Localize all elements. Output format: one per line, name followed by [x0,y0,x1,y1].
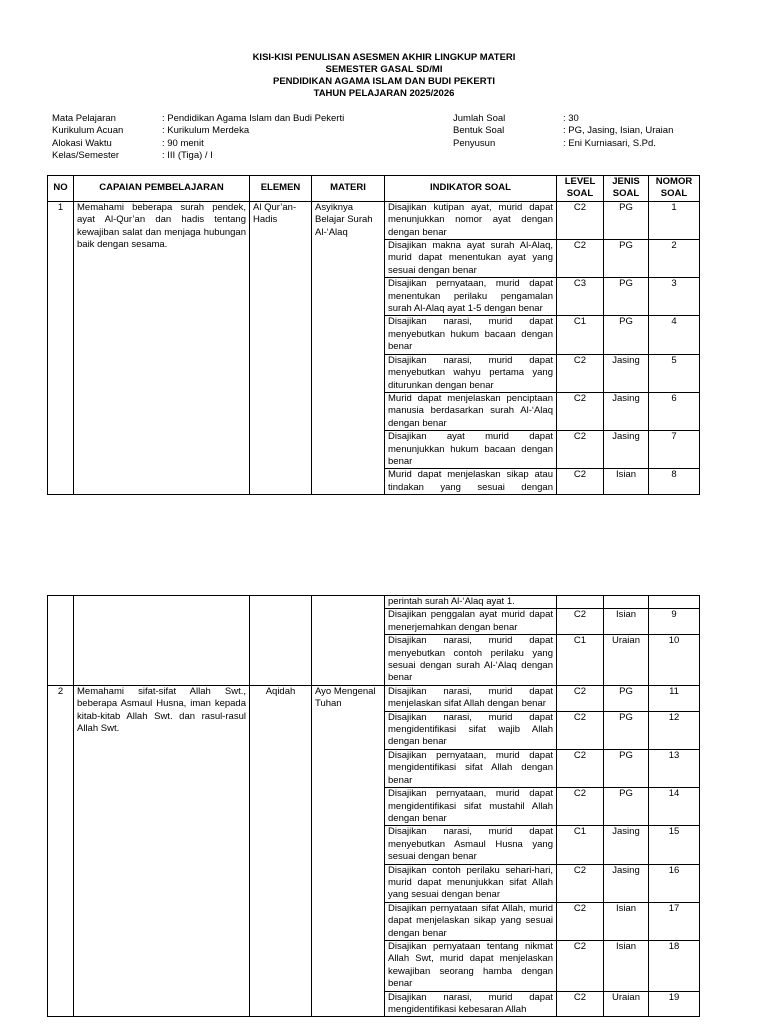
level-cell: C1 [557,316,604,354]
meta-key: Mata Pelajaran [52,113,116,124]
indikator-cell: Disajikan pernyataan sifat Allah, murid dapat menjelaskan sikap yang sesuai dengan benar [385,902,557,940]
level-cell: C2 [557,240,604,278]
jenis-cell: PG [604,788,649,826]
capaian-cell: Memahami sifat-sifat Allah Swt., beberapa Asmaul Husna, iman kepada kitab-kitab Allah Swt. dan rasul-rasul Allah Swt. [74,685,250,1017]
nomor-cell: 5 [649,354,700,392]
nomor-cell: 14 [649,788,700,826]
meta-value: : Pendidikan Agama Islam dan Budi Pekerti [162,113,345,124]
meta-row [52,113,344,125]
meta-row [453,125,673,137]
jenis-cell: PG [604,749,649,787]
level-cell: C2 [557,685,604,711]
meta-key: Kurikulum Acuan [52,125,124,137]
col-header-elemen: ELEMEN [250,176,312,202]
indikator-cell: Murid dapat menjelaskan sikap atau tindakan yang sesuai dengan [385,469,557,495]
capaian-cell: Memahami beberapa surah pendek, ayat Al-Qur’an dan hadis tentang kewajiban salat dan menjaga hubungan baik dengan sesama. [74,201,250,494]
jenis-cell: Jasing [604,354,649,392]
level-cell: C2 [557,940,604,991]
nomor-cell: 9 [649,609,700,635]
jenis-cell: Jasing [604,431,649,469]
level-cell: C1 [557,635,604,686]
col-header-capaian: CAPAIAN PEMBELAJARAN [74,176,250,202]
indikator-cell: Disajikan pernyataan, murid dapat mengidentifikasi sifat mustahil Allah dengan benar [385,788,557,826]
indikator-cell: Disajikan kutipan ayat, murid dapat menunjukkan nomor ayat dengan dengan benar [385,201,557,239]
jenis-cell: PG [604,201,649,239]
jenis-cell: Isian [604,609,649,635]
elemen-cell: Aqidah [250,685,312,1017]
nomor-cell: 19 [649,991,700,1017]
empty-cell [312,596,385,686]
meta-key: Jumlah Soal [453,113,506,124]
nomor-cell: 16 [649,864,700,902]
materi-cell: Asyiknya Belajar Surah Al-‘Alaq [312,201,385,494]
meta-value: : III (Tiga) / I [162,149,213,161]
jenis-cell: PG [604,685,649,711]
level-cell: C2 [557,609,604,635]
table-header-row [48,176,700,202]
table-row [48,201,700,239]
meta-row [52,150,344,162]
level-cell: C2 [557,788,604,826]
nomor-cell: 10 [649,635,700,686]
empty-cell [74,596,250,686]
kisi-kisi-table-page-2 [47,595,700,1017]
title-line-4: TAHUN PELAJARAN 2025/2026 [313,88,455,99]
meta-value: : 30 [563,113,579,124]
indikator-cell: Disajikan pernyataan, murid dapat mengidentifikasi sifat Allah dengan benar [385,749,557,787]
indikator-cell: Disajikan narasi, murid dapat mengidentifikasi kebesaran Allah [385,991,557,1017]
indikator-cell: Disajikan narasi, murid dapat menyebutkan contoh perilaku yang sesuai dengan surah Al-‘Alaq dengan benar [385,635,557,686]
kisi-kisi-table-page-1 [47,175,700,495]
level-cell: C2 [557,711,604,749]
level-cell: C2 [557,749,604,787]
empty-cell [557,596,604,609]
title-line-1: KISI-KISI PENULISAN ASESMEN AKHIR LINGKUP MATERI [252,52,516,63]
nomor-cell: 8 [649,469,700,495]
col-header-materi: MATERI [312,176,385,202]
elemen-cell: Al Qur’an-Hadis [250,201,312,494]
indikator-cell: Murid dapat menjelaskan penciptaan manusia berdasarkan surah Al-‘Alaq dengan benar [385,392,557,430]
meta-key: Alokasi Waktu [52,137,112,149]
level-cell: C2 [557,902,604,940]
title-line-3: PENDIDIKAN AGAMA ISLAM DAN BUDI PEKERTI [272,76,496,87]
level-cell: C2 [557,431,604,469]
meta-key: Kelas/Semester [52,149,120,161]
nomor-cell: 12 [649,711,700,749]
jenis-cell: PG [604,711,649,749]
meta-key: Bentuk Soal [453,125,505,137]
nomor-cell: 4 [649,316,700,354]
meta-left [52,113,344,162]
meta-value: : Eni Kurniasari, S.Pd. [563,137,656,149]
nomor-cell: 13 [649,749,700,787]
meta-row [52,125,344,137]
meta-row [453,138,673,150]
table-row [48,685,700,711]
meta-key: Penyusun [453,137,496,149]
indikator-cell: Disajikan penggalan ayat murid dapat menerjemahkan dengan benar [385,609,557,635]
document-title [0,52,768,100]
col-header-level: LEVEL SOAL [557,176,604,202]
empty-cell [649,596,700,609]
col-header-indikator: INDIKATOR SOAL [385,176,557,202]
jenis-cell: Uraian [604,991,649,1017]
indikator-cell: perintah surah Al-‘Alaq ayat 1. [385,596,557,609]
level-cell: C2 [557,864,604,902]
col-header-jenis: JENIS SOAL [604,176,649,202]
indikator-cell: Disajikan makna ayat surah Al-Alaq, murid dapat menentukan ayat yang sesuai dengan benar [385,240,557,278]
empty-cell [250,596,312,686]
indikator-cell: Disajikan pernyataan tentang nikmat Allah Swt, murid dapat menjelaskan kewajiban seorang hamba dengan benar [385,940,557,991]
nomor-cell: 2 [649,240,700,278]
meta-row [453,113,673,125]
indikator-cell: Disajikan pernyataan, murid dapat menentukan perilaku pengamalan surah Al-Alaq ayat 1-5 dengan benar [385,278,557,316]
jenis-cell: PG [604,240,649,278]
title-line-2: SEMESTER GASAL SD/MI [325,64,443,75]
jenis-cell: Isian [604,469,649,495]
col-header-no: NO [48,176,74,202]
meta-value: : PG, Jasing, Isian, Uraian [563,125,674,137]
level-cell: C2 [557,991,604,1017]
empty-cell [48,596,74,686]
level-cell: C2 [557,469,604,495]
level-cell: C3 [557,278,604,316]
jenis-cell: Isian [604,940,649,991]
indikator-cell: Disajikan contoh perilaku sehari-hari, murid dapat menunjukkan sifat Allah yang sesuai dengan benar [385,864,557,902]
nomor-cell: 7 [649,431,700,469]
jenis-cell: Jasing [604,864,649,902]
jenis-cell: PG [604,278,649,316]
empty-cell [604,596,649,609]
indikator-cell: Disajikan narasi, murid dapat menyebutkan wahyu pertama yang diturunkan dengan benar [385,354,557,392]
row-no: 1 [48,201,74,494]
nomor-cell: 3 [649,278,700,316]
jenis-cell: Jasing [604,826,649,864]
col-header-nomor: NOMOR SOAL [649,176,700,202]
materi-cell: Ayo Mengenal Tuhan [312,685,385,1017]
meta-right [453,113,673,150]
nomor-cell: 11 [649,685,700,711]
nomor-cell: 6 [649,392,700,430]
indikator-cell: Disajikan narasi, murid dapat menjelaskan sifat Allah dengan benar [385,685,557,711]
level-cell: C1 [557,826,604,864]
meta-value: : 90 menit [162,137,204,149]
meta-value: : Kurikulum Merdeka [162,125,250,137]
indikator-cell: Disajikan ayat murid dapat menunjukkan hukum bacaan dengan benar [385,431,557,469]
jenis-cell: Uraian [604,635,649,686]
indikator-cell: Disajikan narasi, murid dapat menyebutkan Asmaul Husna yang sesuai dengan benar [385,826,557,864]
jenis-cell: PG [604,316,649,354]
meta-row [52,138,344,150]
nomor-cell: 1 [649,201,700,239]
nomor-cell: 17 [649,902,700,940]
level-cell: C2 [557,392,604,430]
jenis-cell: Isian [604,902,649,940]
level-cell: C2 [557,354,604,392]
indikator-cell: Disajikan narasi, murid dapat mengidentifikasi sifat wajib Allah dengan benar [385,711,557,749]
level-cell: C2 [557,201,604,239]
indikator-cell: Disajikan narasi, murid dapat menyebutkan hukum bacaan dengan benar [385,316,557,354]
jenis-cell: Jasing [604,392,649,430]
table-row [48,596,700,609]
row-no: 2 [48,685,74,1017]
nomor-cell: 18 [649,940,700,991]
nomor-cell: 15 [649,826,700,864]
